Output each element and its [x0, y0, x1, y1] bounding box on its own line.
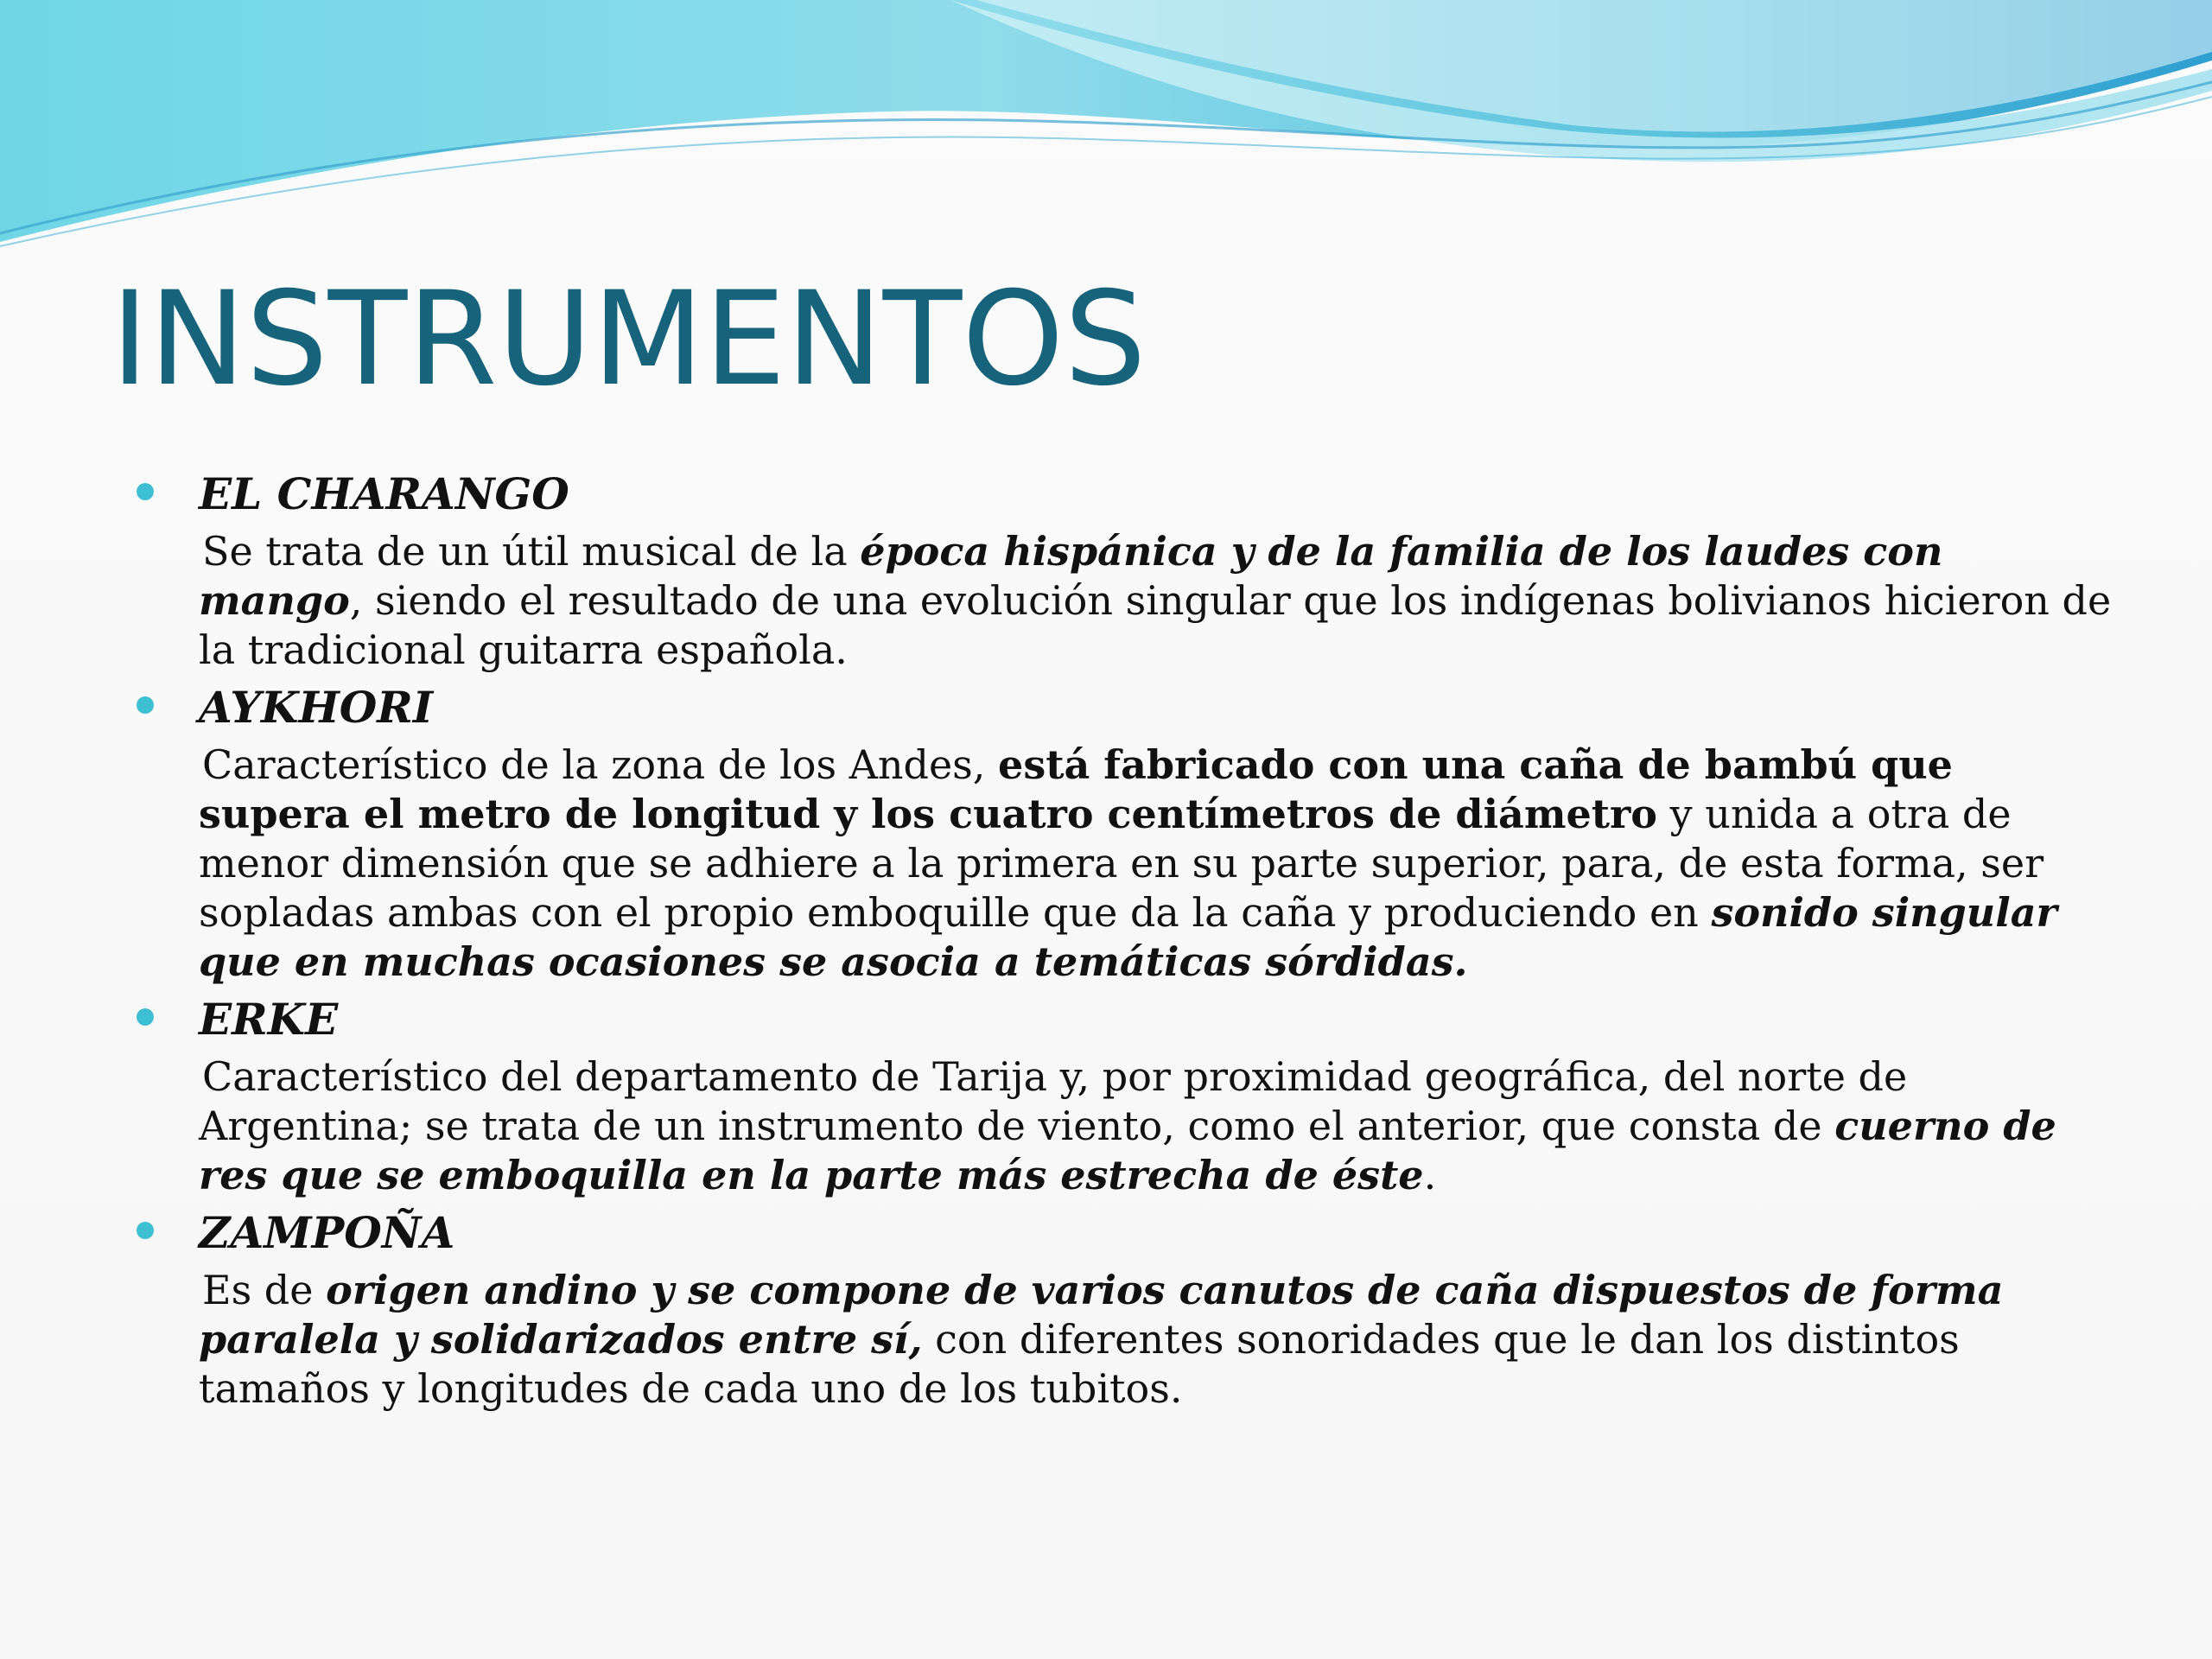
item-heading-label: AYKHORI — [199, 682, 434, 733]
bullet-icon — [137, 483, 154, 500]
instrument-list — [130, 467, 2117, 1419]
wave-header-decoration — [0, 0, 2212, 259]
item-description — [130, 1052, 2117, 1200]
list-item-charango — [130, 467, 2117, 675]
list-item-erke — [130, 992, 2117, 1200]
text-run: Se trata de un útil musical de la — [202, 528, 861, 575]
text-run-emphasis: época hispánica y de la familia de los laudes con mango — [199, 528, 1943, 624]
bullet-icon — [137, 696, 154, 714]
bullet-icon — [137, 1008, 154, 1026]
bullet-icon — [137, 1222, 154, 1239]
item-description — [130, 1266, 2117, 1414]
text-run: Característico del departamento de Tarija y, por proximidad geográfica, del norte de Argentina; se trata de un instrumento de viento, como el anterior, que consta de — [199, 1053, 1908, 1149]
list-item-aykhori — [130, 680, 2117, 987]
text-run-emphasis: sonido singular que en muchas ocasiones se asocia a temáticas sórdidas. — [199, 889, 2057, 985]
item-heading — [130, 992, 2117, 1047]
text-run-emphasis: origen andino y se compone de varios canutos de caña dispuestos de forma paralela y solidarizados entre sí, — [199, 1267, 2004, 1363]
item-heading-label: ERKE — [199, 994, 339, 1045]
item-heading — [130, 680, 2117, 735]
item-heading — [130, 467, 2117, 522]
text-run: , siendo el resultado de una evolución singular que los indígenas bolivianos hicieron de la tradicional guitarra española. — [199, 577, 2112, 673]
text-run: y unida a otra de menor dimensión que se adhiere a la primera en su parte superior, para, de esta forma, ser sopladas ambas con el propio emboquille que da la caña y produciendo en — [199, 791, 2044, 936]
text-run: con diferentes sonoridades que le dan los distintos tamaños y longitudes de cada uno de los tubitos. — [199, 1316, 1960, 1412]
item-heading — [130, 1205, 2117, 1261]
page-title: INSTRUMENTOS — [111, 264, 1147, 415]
item-description — [130, 527, 2117, 675]
text-run: Característico de la zona de los Andes, — [202, 741, 999, 788]
item-heading-label: ZAMPOÑA — [199, 1207, 455, 1258]
list-item-zampona — [130, 1205, 2117, 1414]
item-heading-label: EL CHARANGO — [199, 468, 569, 519]
text-run-emphasis: cuerno de res que se emboquilla en la parte más estrecha de éste — [199, 1103, 2056, 1198]
text-run: Es de — [202, 1267, 327, 1313]
text-run-emphasis: está fabricado con una caña de bambú que supera el metro de longitud y los cuatro centímetros de diámetro — [199, 741, 1953, 837]
text-run: . — [1423, 1152, 1437, 1198]
item-description — [130, 741, 2117, 987]
